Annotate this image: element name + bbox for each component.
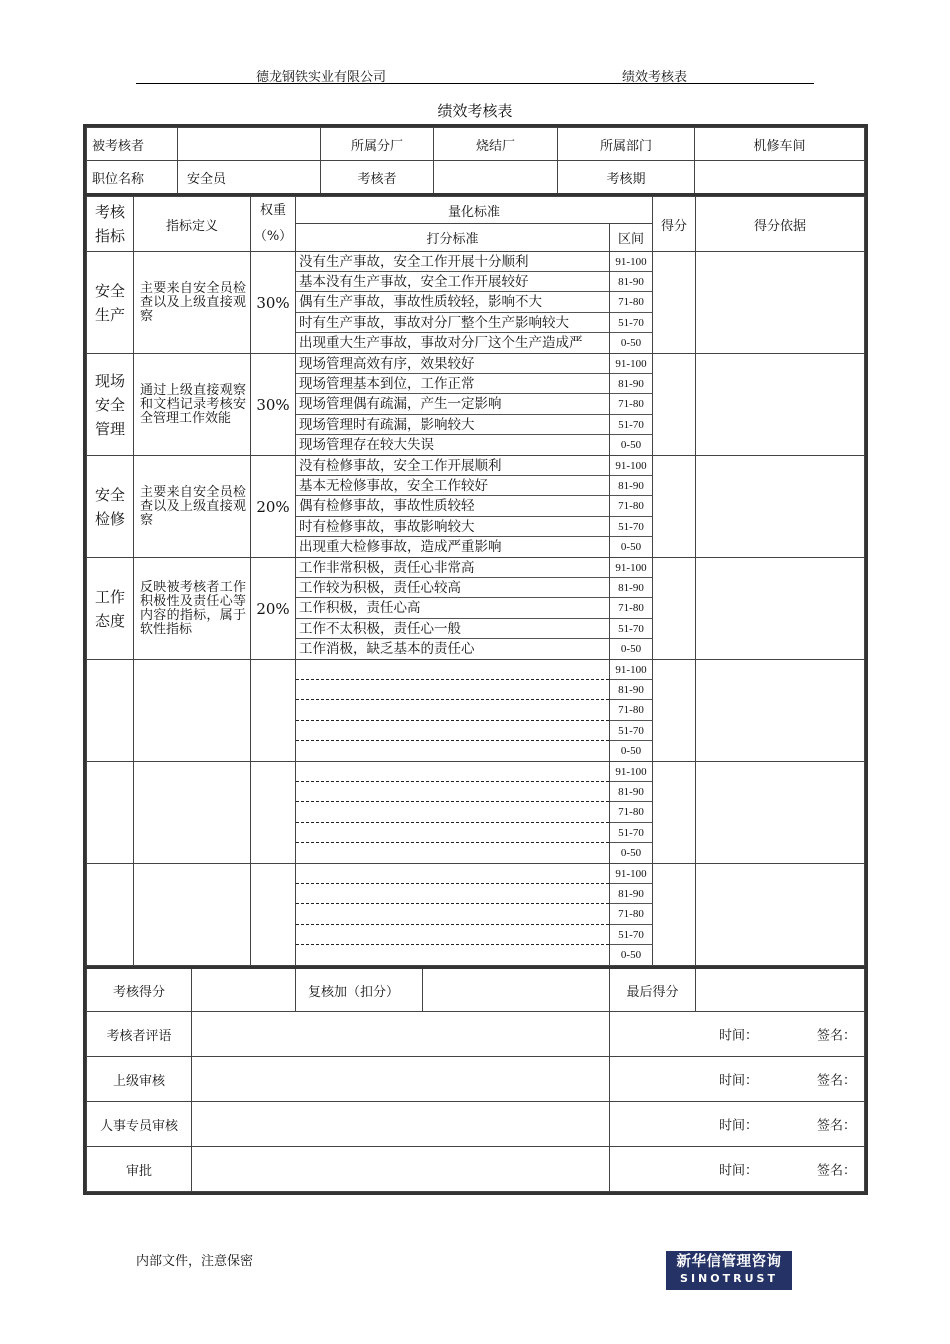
weight-header-line2: （%）	[253, 229, 293, 244]
sign-label: 签名：	[817, 1118, 857, 1134]
criteria-item: 现场管理基本到位，工作正常	[296, 374, 609, 394]
criteria-item: 基本无检修事故，安全工作较好	[296, 476, 609, 496]
criteria-item: 出现重大生产事故，事故对分厂这个生产造成严	[299, 334, 583, 351]
criteria-item	[296, 823, 609, 843]
assessor-field[interactable]	[434, 161, 558, 195]
criteria-item	[296, 925, 609, 945]
scoring-criteria	[296, 660, 610, 762]
review-label: 审批	[87, 1147, 192, 1192]
range-label: 81-90	[610, 272, 652, 292]
basis-cell[interactable]	[696, 864, 865, 966]
criteria-item: 现场管理时有疏漏，影响较大	[296, 415, 609, 435]
final-label: 最后得分	[610, 968, 696, 1012]
score-ranges	[610, 660, 653, 762]
indicator-definition	[134, 762, 251, 864]
score-ranges	[610, 354, 653, 456]
review-signature-cell[interactable]	[610, 1147, 865, 1192]
score-ranges	[610, 864, 653, 966]
indicator-row	[87, 354, 865, 456]
review-row	[87, 1102, 865, 1147]
indicator-weight: 20%	[251, 456, 296, 558]
indicator-name: 工作态度	[87, 558, 134, 660]
scoring-criteria	[296, 762, 610, 864]
info-table	[86, 127, 865, 196]
page-title: 绩效考核表	[437, 102, 513, 120]
range-label: 51-70	[610, 313, 652, 333]
range-label: 81-90	[610, 884, 652, 904]
final-field[interactable]	[696, 968, 865, 1012]
indicator-definition: 主要来自安全员检查以及上级直接观察	[134, 456, 251, 558]
indicator-name	[87, 864, 134, 966]
review-row	[87, 1012, 865, 1057]
dept-label: 所属部门	[558, 128, 695, 161]
criteria-item	[296, 680, 609, 700]
position-label: 职位名称	[87, 161, 178, 195]
range-label: 81-90	[610, 374, 652, 394]
range-label: 91-100	[610, 252, 652, 272]
range-label: 91-100	[610, 762, 652, 782]
basis-cell[interactable]	[696, 558, 865, 660]
indicator-name: 安全检修	[87, 456, 134, 558]
indicator-definition	[134, 660, 251, 762]
criteria-item: 偶有生产事故，事故性质较轻，影响不大	[296, 292, 609, 312]
period-label: 考核期	[558, 161, 695, 195]
criteria-item	[296, 660, 609, 680]
range-label: 0-50	[620, 846, 642, 859]
review-comment-field[interactable]	[192, 1102, 610, 1147]
col-score-header: 得分	[653, 197, 696, 252]
basis-cell[interactable]	[696, 354, 865, 456]
criteria-item	[296, 741, 609, 761]
score-ranges	[610, 762, 653, 864]
score-label: 考核得分	[87, 968, 192, 1012]
criteria-item: 基本没有生产事故，安全工作开展较好	[296, 272, 609, 292]
review-signature-cell[interactable]	[610, 1012, 865, 1057]
range-label: 0-50	[620, 642, 642, 655]
logo-en-text: SINOTRUST	[680, 1272, 778, 1285]
review-signature-cell[interactable]	[610, 1057, 865, 1102]
criteria-item: 工作不太积极，责任心一般	[296, 619, 609, 639]
basis-cell[interactable]	[696, 660, 865, 762]
review-label: 人事专员审核	[87, 1102, 192, 1147]
basis-cell[interactable]	[696, 762, 865, 864]
indicator-table	[86, 196, 865, 966]
range-label: 51-70	[610, 823, 652, 843]
score-cell[interactable]	[653, 456, 696, 558]
range-label: 51-70	[610, 721, 652, 741]
criteria-item	[296, 721, 609, 741]
criteria-item: 工作较为积极，责任心较高	[296, 578, 609, 598]
indicator-weight: 30%	[251, 354, 296, 456]
indicator-weight	[251, 864, 296, 966]
review-label: 考核者评语	[87, 1012, 192, 1057]
criteria-item: 时有检修事故，事故影响较大	[296, 517, 609, 537]
indicator-row	[87, 252, 865, 354]
col-basis-header: 得分依据	[696, 197, 865, 252]
indicator-row	[87, 660, 865, 762]
summary-table	[86, 966, 865, 1192]
branch-label: 所属分厂	[321, 128, 434, 161]
criteria-item: 现场管理存在较大失误	[299, 436, 434, 453]
score-field[interactable]	[192, 968, 296, 1012]
criteria-item	[296, 904, 609, 924]
range-label: 81-90	[610, 476, 652, 496]
range-label: 81-90	[610, 782, 652, 802]
score-ranges	[610, 456, 653, 558]
basis-cell[interactable]	[696, 456, 865, 558]
indicator-name: 现场安全管理	[87, 354, 134, 456]
range-label: 51-70	[610, 925, 652, 945]
criteria-item	[296, 700, 609, 720]
time-label: 时间：	[719, 1118, 759, 1134]
col-definition-header: 指标定义	[134, 197, 251, 252]
range-label: 0-50	[620, 438, 642, 451]
criteria-item: 没有生产事故，安全工作开展十分顺利	[296, 252, 609, 272]
range-label: 0-50	[620, 744, 642, 757]
review-row	[87, 1057, 865, 1102]
sign-label: 签名：	[817, 1028, 857, 1044]
sinotrust-logo	[666, 1251, 792, 1290]
score-ranges	[610, 252, 653, 354]
indicator-row	[87, 456, 865, 558]
range-label: 91-100	[610, 660, 652, 680]
criteria-item	[296, 884, 609, 904]
adjust-label: 复核加（扣分）	[296, 968, 423, 1012]
scoring-criteria	[296, 354, 610, 456]
sign-label: 签名：	[817, 1163, 857, 1179]
criteria-item: 时有生产事故，事故对分厂整个生产影响较大	[296, 313, 609, 333]
range-label: 0-50	[620, 336, 642, 349]
indicator-name	[87, 762, 134, 864]
assessee-field[interactable]	[178, 128, 321, 161]
indicator-weight: 30%	[251, 252, 296, 354]
criteria-item	[296, 782, 609, 802]
scoring-criteria	[296, 864, 610, 966]
range-label: 71-80	[610, 802, 652, 822]
criteria-item: 工作积极，责任心高	[296, 598, 609, 618]
col-indicator-header: 考核指标	[87, 197, 134, 252]
header-company: 德龙钢铁实业有限公司	[256, 70, 387, 85]
score-cell[interactable]	[653, 864, 696, 966]
adjust-field[interactable]	[423, 968, 610, 1012]
range-label: 71-80	[610, 598, 652, 618]
scoring-criteria	[296, 558, 610, 660]
assessor-label: 考核者	[321, 161, 434, 195]
review-comment-field[interactable]	[192, 1012, 610, 1057]
score-cell[interactable]	[653, 354, 696, 456]
range-label: 0-50	[620, 948, 642, 961]
indicator-row	[87, 864, 865, 966]
range-label: 71-80	[610, 496, 652, 516]
position-field[interactable]: 安全员	[178, 161, 321, 195]
range-label: 71-80	[610, 394, 652, 414]
indicator-rows	[87, 252, 865, 966]
review-rows	[87, 1012, 865, 1192]
range-label: 81-90	[610, 680, 652, 700]
assessment-form	[83, 124, 868, 1195]
logo-cn-text: 新华信管理咨询	[676, 1254, 782, 1270]
criteria-item: 没有检修事故，安全工作开展顺利	[296, 456, 609, 476]
period-field[interactable]	[695, 161, 865, 195]
criteria-item: 工作非常积极，责任心非常高	[296, 558, 609, 578]
indicator-definition: 主要来自安全员检查以及上级直接观察	[134, 252, 251, 354]
review-signature-cell[interactable]	[610, 1102, 865, 1147]
criteria-item: 现场管理高效有序，效果较好	[296, 354, 609, 374]
range-label: 81-90	[610, 578, 652, 598]
score-cell[interactable]	[653, 252, 696, 354]
score-cell[interactable]	[653, 762, 696, 864]
review-comment-field[interactable]	[192, 1147, 610, 1192]
header-doc-name: 绩效考核表	[622, 70, 688, 85]
indicator-weight: 20%	[251, 558, 296, 660]
range-label: 91-100	[610, 354, 652, 374]
criteria-item	[296, 864, 609, 884]
weight-header-line1: 权重	[259, 203, 286, 218]
criteria-item: 现场管理偶有疏漏，产生一定影响	[296, 394, 609, 414]
indicator-definition: 通过上级直接观察和文档记录考核安全管理工作效能	[134, 354, 251, 456]
criteria-item	[296, 843, 609, 863]
time-label: 时间：	[719, 1073, 759, 1089]
review-label: 上级审核	[87, 1057, 192, 1102]
criteria-item	[296, 762, 609, 782]
range-label: 91-100	[610, 558, 652, 578]
basis-cell[interactable]	[696, 252, 865, 354]
indicator-weight	[251, 762, 296, 864]
range-label: 0-50	[620, 540, 642, 553]
score-ranges	[610, 558, 653, 660]
col-range-header: 区间	[610, 224, 653, 252]
indicator-name	[87, 660, 134, 762]
range-label: 91-100	[610, 456, 652, 476]
scoring-criteria	[296, 456, 610, 558]
range-label: 71-80	[610, 904, 652, 924]
indicator-row	[87, 558, 865, 660]
score-cell[interactable]	[653, 558, 696, 660]
criteria-item: 出现重大检修事故，造成严重影响	[299, 538, 502, 555]
indicator-name: 安全生产	[87, 252, 134, 354]
assessee-label: 被考核者	[87, 128, 178, 161]
review-row	[87, 1147, 865, 1192]
score-cell[interactable]	[653, 660, 696, 762]
scoring-criteria	[296, 252, 610, 354]
branch-field[interactable]: 烧结厂	[434, 128, 558, 161]
indicator-definition: 反映被考核者工作积极性及责任心等内容的指标，属于软性指标	[134, 558, 251, 660]
review-comment-field[interactable]	[192, 1057, 610, 1102]
indicator-weight	[251, 660, 296, 762]
sign-label: 签名：	[817, 1073, 857, 1089]
dept-field[interactable]: 机修车间	[695, 128, 865, 161]
range-label: 91-100	[610, 864, 652, 884]
col-scoring-header: 打分标准	[296, 224, 610, 252]
range-label: 51-70	[610, 517, 652, 537]
col-quant-header: 量化标准	[296, 197, 653, 224]
header-divider	[136, 83, 814, 84]
range-label: 51-70	[610, 415, 652, 435]
time-label: 时间：	[719, 1028, 759, 1044]
confidential-note: 内部文件，注意保密	[136, 1254, 254, 1269]
criteria-item	[296, 945, 609, 965]
time-label: 时间：	[719, 1163, 759, 1179]
criteria-item: 偶有检修事故，事故性质较轻	[296, 496, 609, 516]
indicator-row	[87, 762, 865, 864]
col-weight-header	[251, 197, 296, 252]
criteria-item	[296, 802, 609, 822]
criteria-item: 工作消极，缺乏基本的责任心	[299, 640, 475, 657]
range-label: 71-80	[610, 700, 652, 720]
range-label: 51-70	[610, 619, 652, 639]
range-label: 71-80	[610, 292, 652, 312]
indicator-definition	[134, 864, 251, 966]
